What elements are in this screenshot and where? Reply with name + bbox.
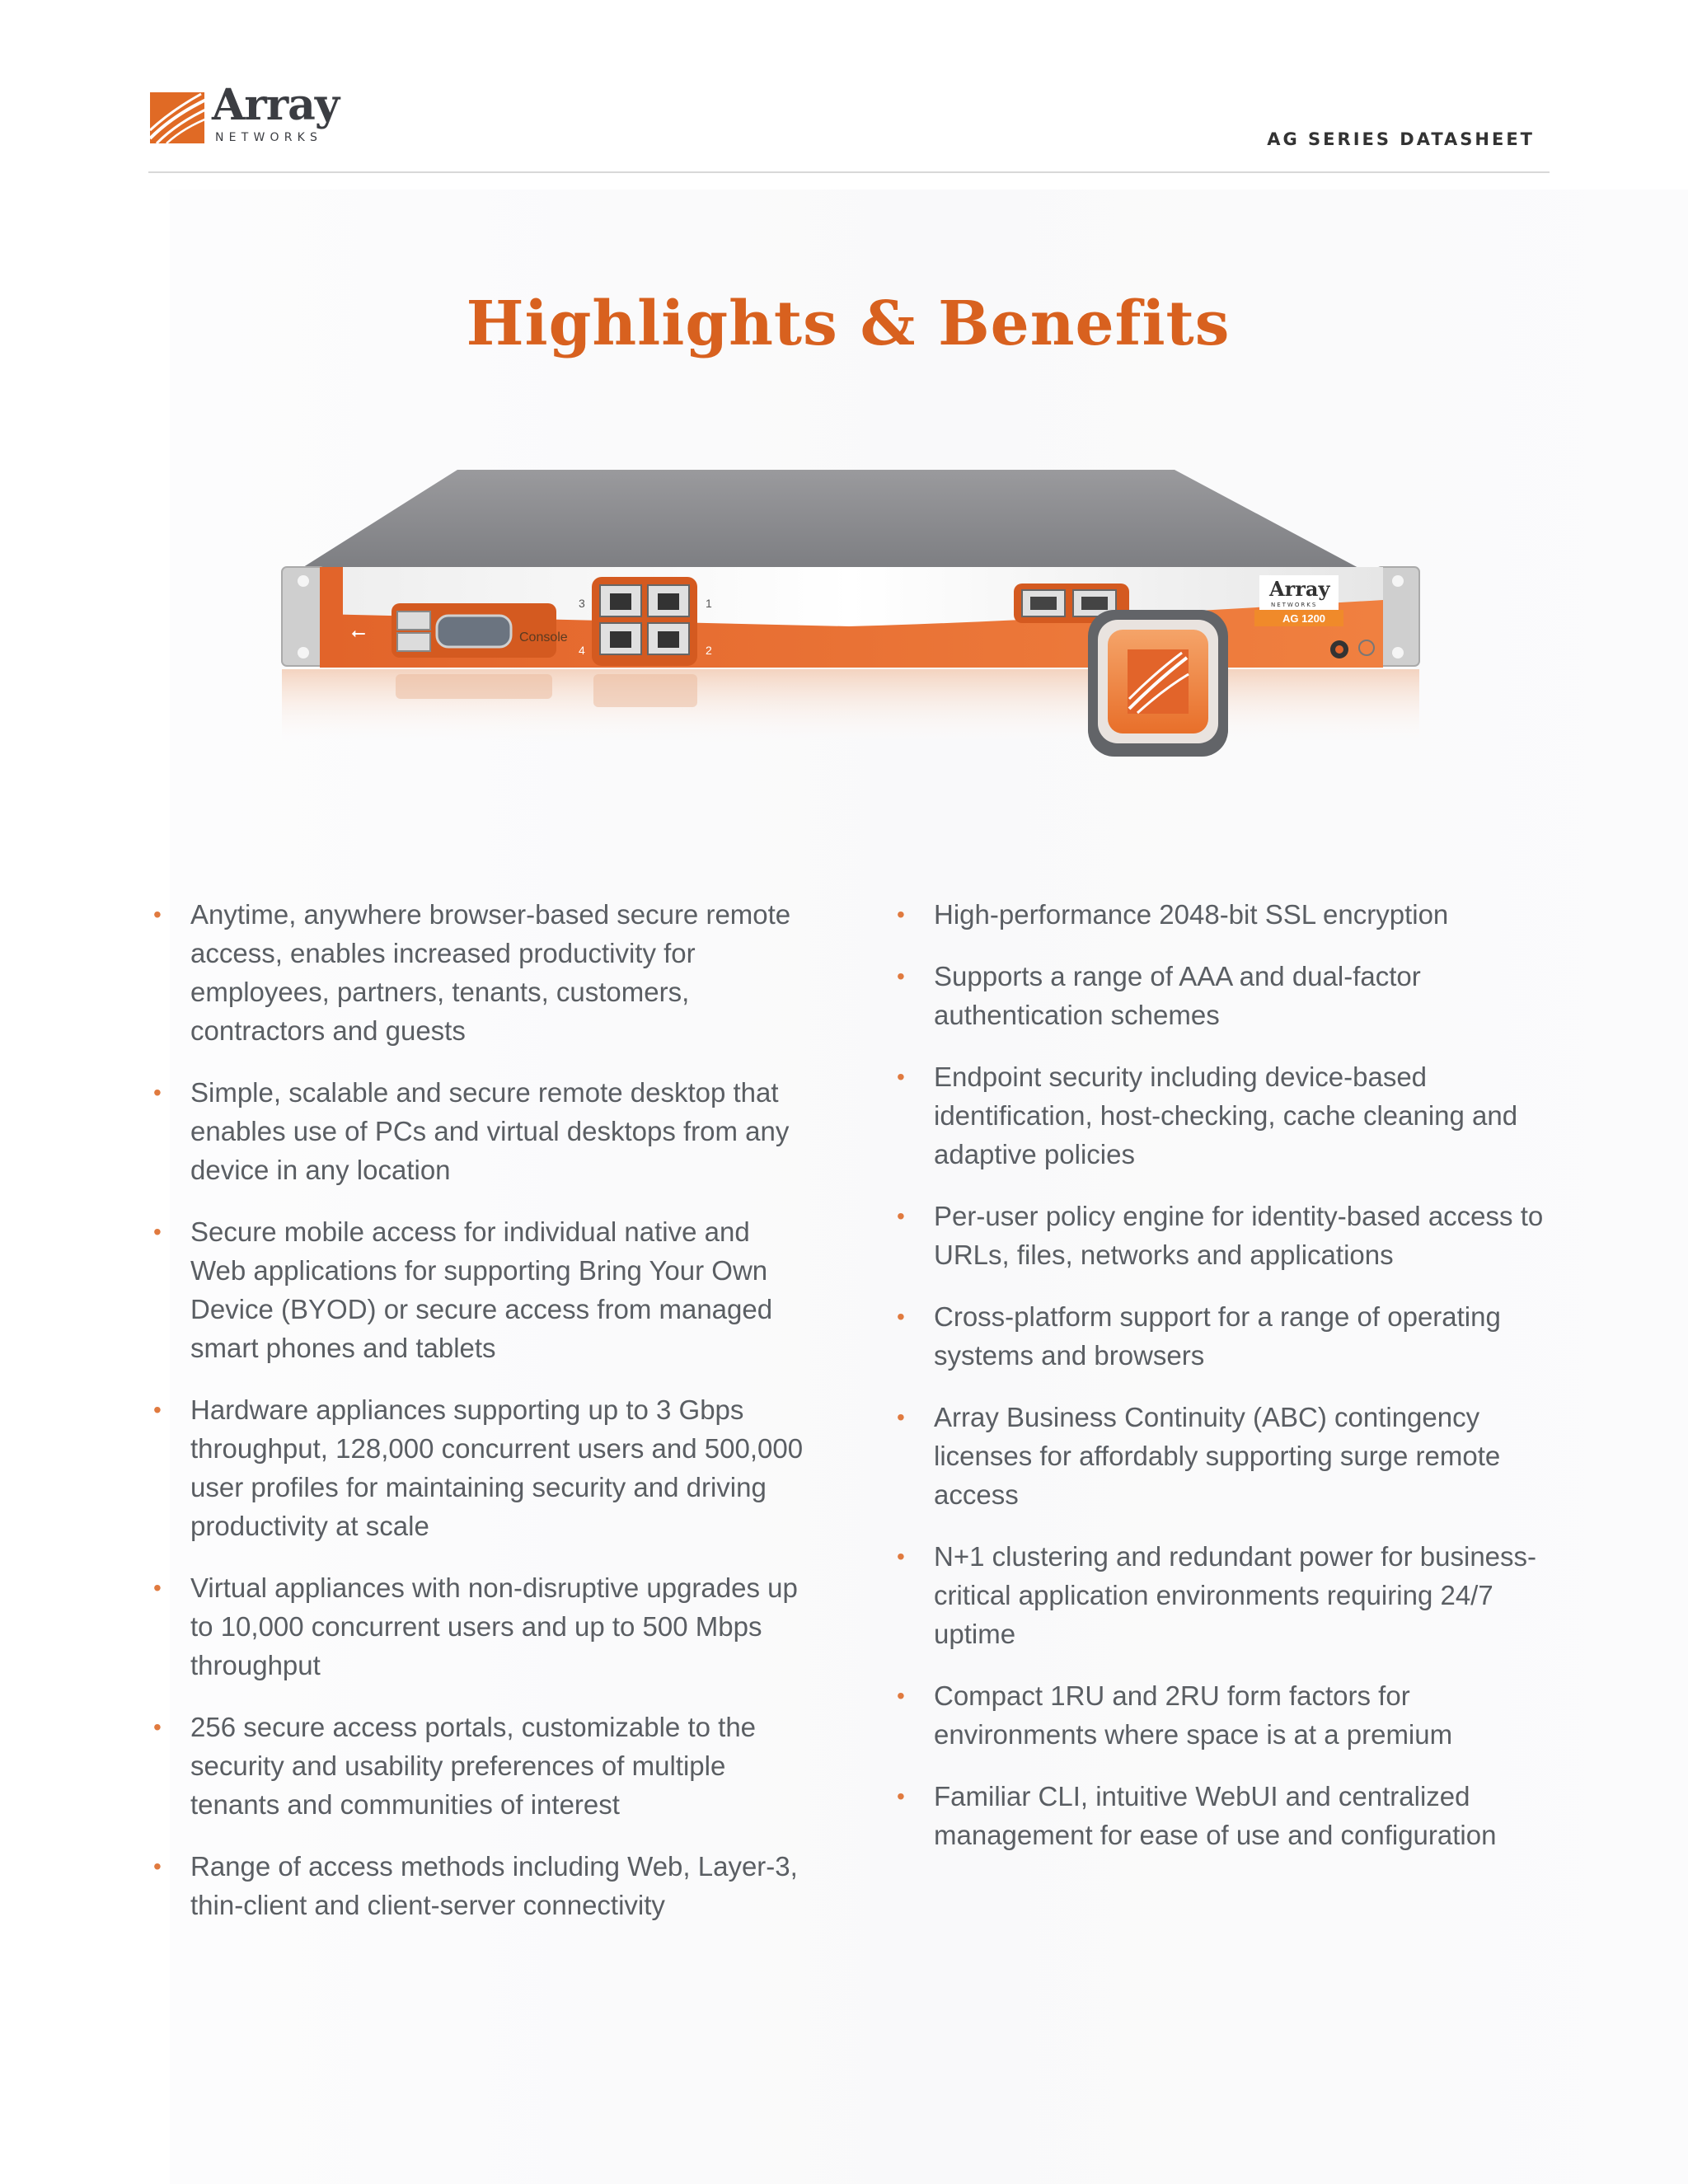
right-bullet-list: [897, 895, 1556, 1877]
list-item: • Cross-platform support for a range of operating systems and browsers: [897, 1297, 1556, 1375]
list-item: • Hardware appliances supporting up to 3 Gbps throughput, 128,000 concurrent users and 500,000 user profiles for maintaining security and driving productivity at scale: [153, 1390, 813, 1545]
list-item: • Familiar CLI, intuitive WebUI and centralized management for ease of use and configuration: [897, 1777, 1556, 1854]
svg-text:3: 3: [579, 597, 585, 610]
bullet-icon: •: [153, 1219, 162, 1244]
logo-swoosh-icon: [148, 91, 213, 145]
list-item: • Compact 1RU and 2RU form factors for environments where space is at a premium: [897, 1676, 1556, 1754]
list-item: • 256 secure access portals, customizable to the security and usability preferences of multiple tenants and communities of interest: [153, 1708, 813, 1824]
list-item: • Simple, scalable and secure remote desktop that enables use of PCs and virtual desktops from any device in any location: [153, 1073, 813, 1189]
list-item: • Anytime, anywhere browser-based secure remote access, enables increased productivity for employees, partners, tenants, customers, contractors and guests: [153, 895, 813, 1050]
bullet-icon: •: [153, 1397, 162, 1422]
bullet-icon: •: [897, 963, 905, 989]
list-item: • Virtual appliances with non-disruptive upgrades up to 10,000 concurrent users and up to 500 Mbps throughput: [153, 1568, 813, 1685]
list-item: • High-performance 2048-bit SSL encryption: [897, 895, 1556, 934]
bullet-icon: •: [153, 902, 162, 927]
svg-text:Array: Array: [1269, 577, 1330, 601]
bullet-icon: •: [897, 1203, 905, 1229]
svg-text:1: 1: [706, 597, 712, 610]
header-divider: [148, 171, 1550, 173]
bullet-icon: •: [897, 1783, 905, 1809]
list-item: • N+1 clustering and redundant power for business-critical application environments requiring 24/7 uptime: [897, 1537, 1556, 1653]
document-type-label: AG SERIES DATASHEET: [1267, 129, 1535, 149]
model-label: AG 1200: [1282, 612, 1326, 625]
list-item: • Per-user policy engine for identity-based access to URLs, files, networks and applications: [897, 1197, 1556, 1274]
array-networks-logo: [148, 80, 354, 148]
left-bullet-list: [153, 895, 813, 1947]
console-label: Console: [519, 630, 568, 644]
svg-text:NETWORKS: NETWORKS: [1271, 602, 1318, 608]
svg-text:4: 4: [579, 644, 585, 657]
bullet-icon: •: [897, 902, 905, 927]
logo-wordmark: Array: [212, 80, 340, 130]
list-item: • Array Business Continuity (ABC) contingency licenses for affordably supporting surge remote access: [897, 1398, 1556, 1514]
bullet-icon: •: [897, 1064, 905, 1090]
bullet-icon: •: [153, 1714, 162, 1740]
bullet-icon: •: [153, 1854, 162, 1879]
list-item: • Supports a range of AAA and dual-factor authentication schemes: [897, 957, 1556, 1034]
bullet-icon: •: [897, 1544, 905, 1569]
bullet-icon: •: [897, 1304, 905, 1329]
bullet-icon: •: [897, 1683, 905, 1708]
svg-text:2: 2: [706, 644, 712, 657]
bullet-icon: •: [153, 1080, 162, 1105]
svg-text:⭠: ⭠: [351, 623, 366, 644]
list-item: • Range of access methods including Web, Layer-3, thin-client and client-server connectivity: [153, 1847, 813, 1924]
bullet-icon: •: [153, 1575, 162, 1601]
product-badge-icon: [1088, 610, 1228, 757]
list-item: • Secure mobile access for individual native and Web applications for supporting Bring Your Own Device (BYOD) or secure access from managed smart phones and tablets: [153, 1212, 813, 1367]
page-title: Highlights & Benefits: [466, 288, 1231, 359]
product-appliance-image: [272, 462, 1426, 791]
logo-subtext: NETWORKS: [215, 131, 323, 144]
bullet-icon: •: [897, 1404, 905, 1430]
list-item: • Endpoint security including device-based identification, host-checking, cache cleaning and adaptive policies: [897, 1057, 1556, 1174]
